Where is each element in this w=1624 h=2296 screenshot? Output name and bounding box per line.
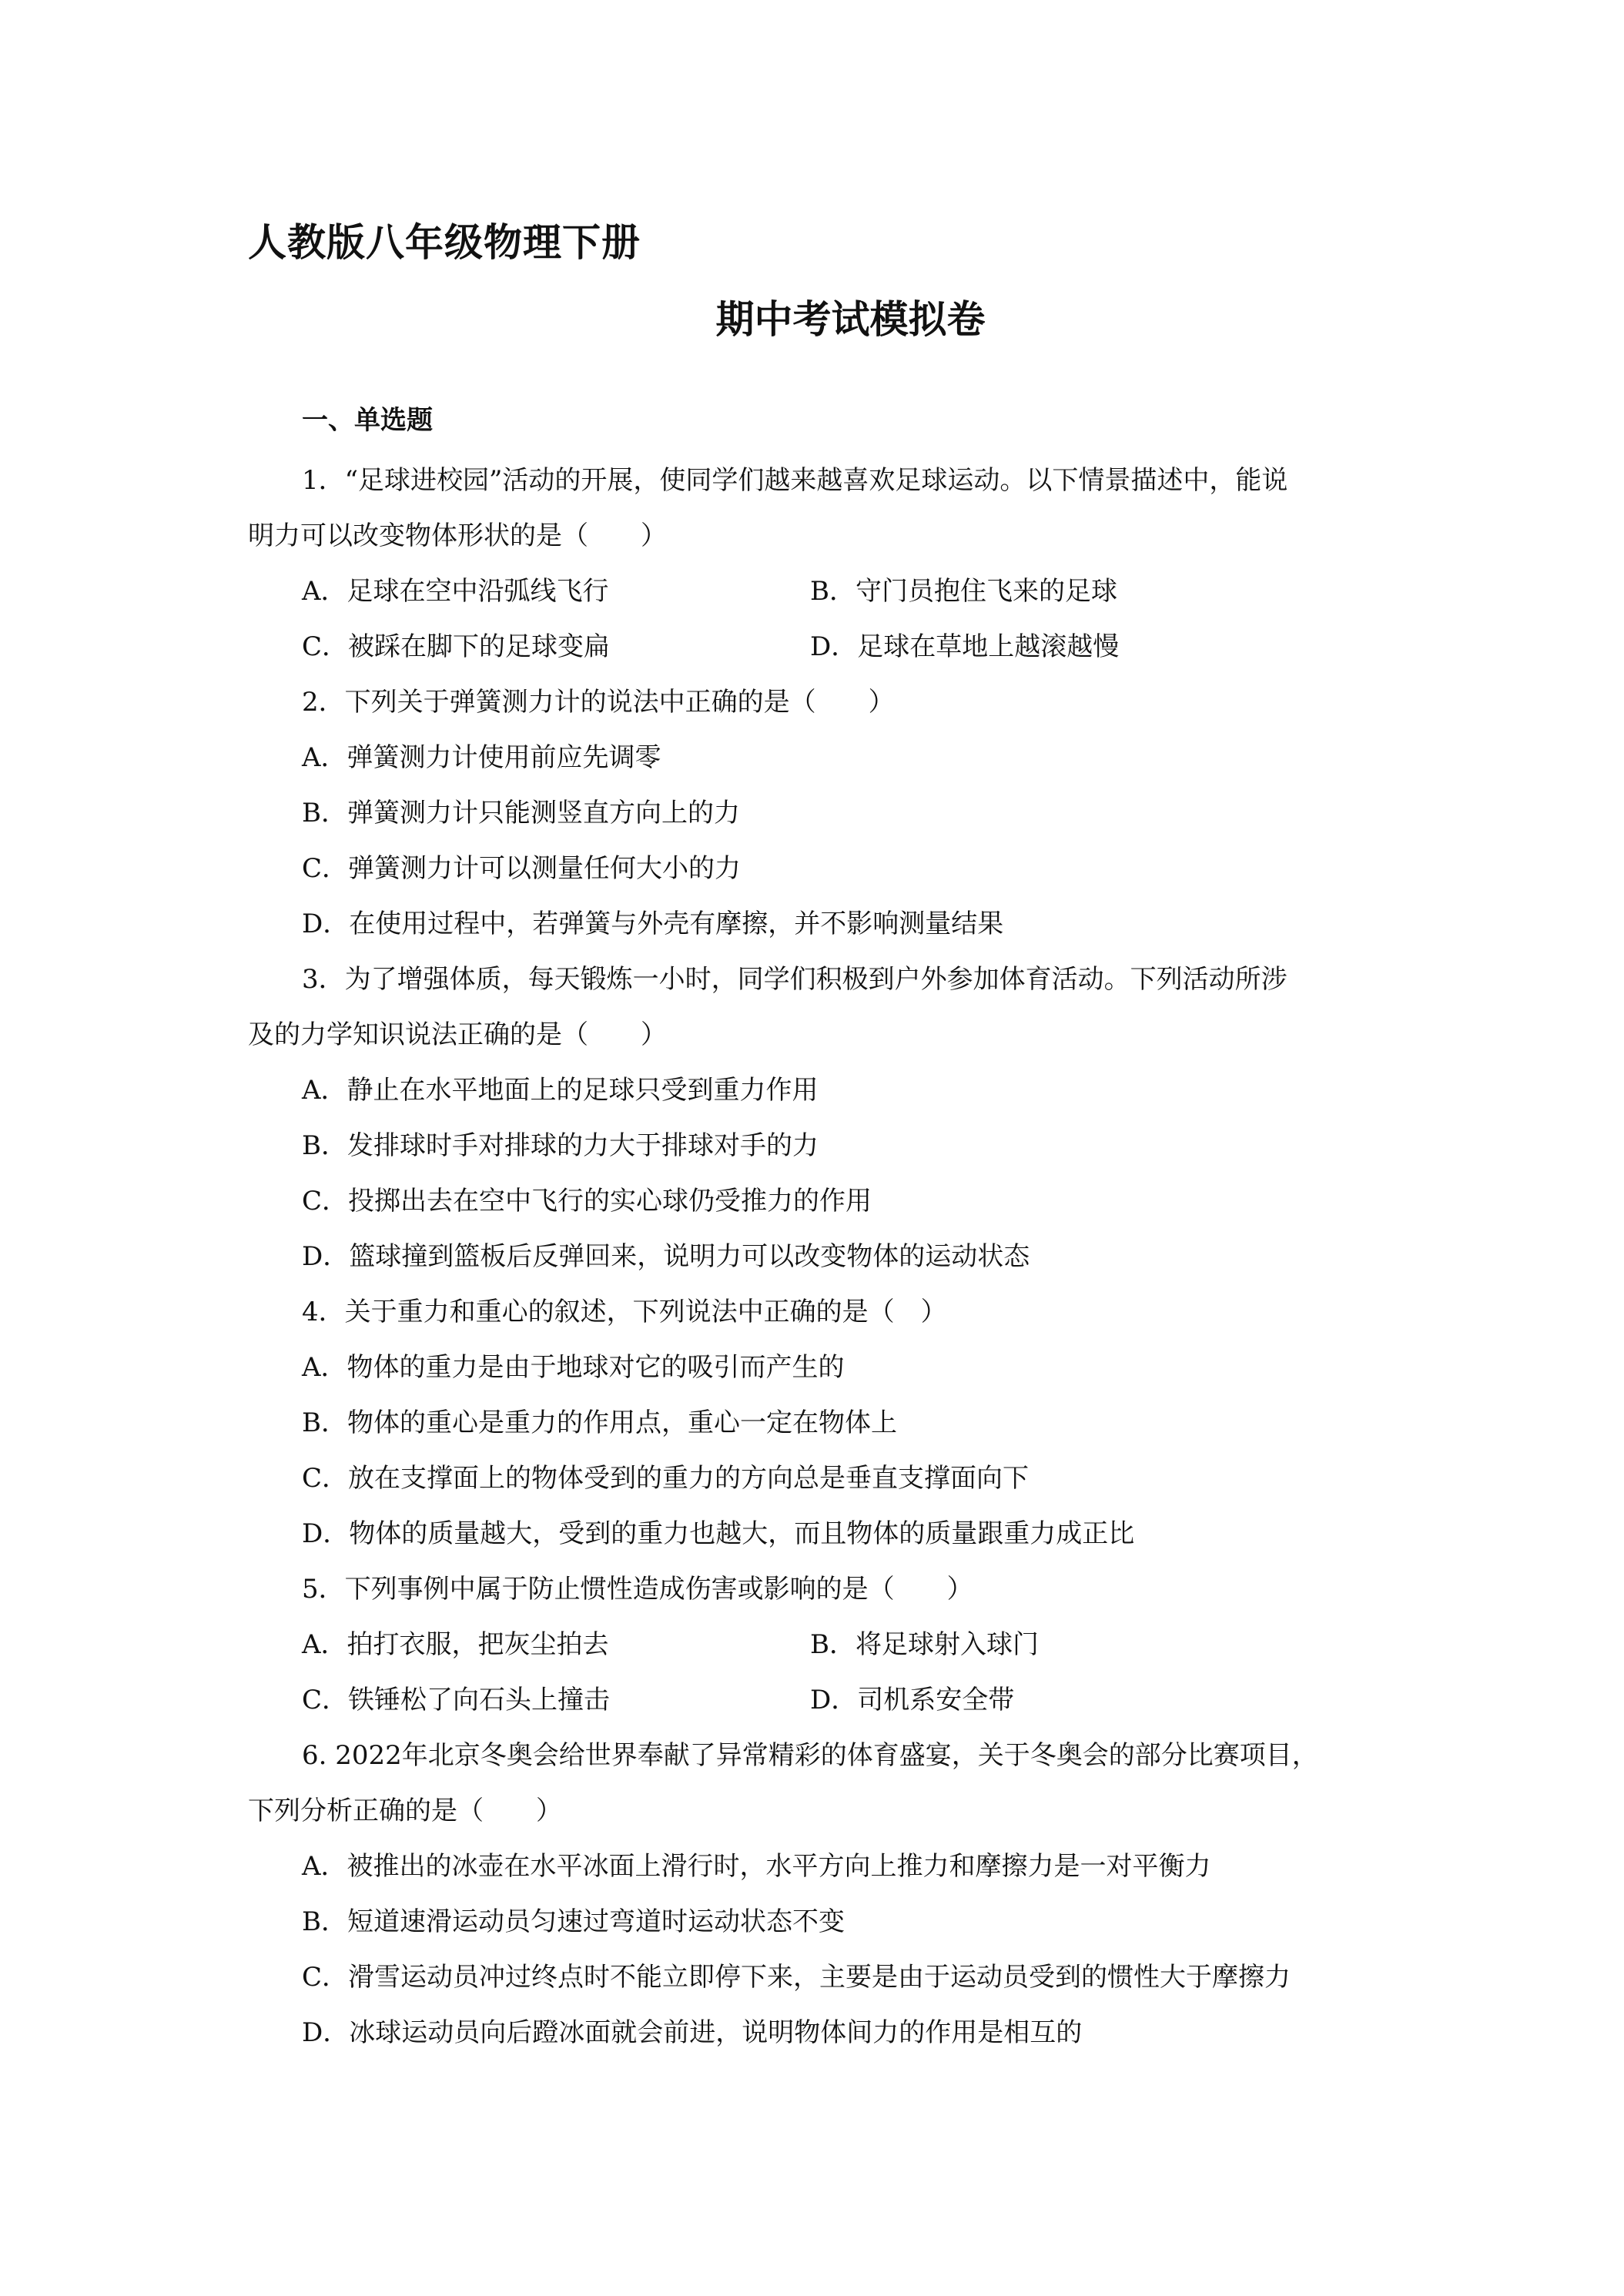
question-6-option-a: A．被推出的冰壶在水平冰面上滑行时，水平方向上推力和摩擦力是一对平衡力 [302, 1851, 1211, 1882]
question-4-option-b: B．物体的重心是重力的作用点，重心一定在物体上 [302, 1407, 897, 1438]
question-4-option-c: C．放在支撑面上的物体受到的重力的方向总是垂直支撑面向下 [302, 1463, 1030, 1494]
question-1-stem-line-1: 1．“足球进校园”活动的开展，使同学们越来越喜欢足球运动。以下情景描述中，能说 [302, 465, 1288, 496]
question-6-stem-line-2: 下列分析正确的是（ ） [248, 1796, 562, 1826]
question-2-option-b: B．弹簧测力计只能测竖直方向上的力 [302, 798, 740, 828]
question-1-options-row-2 [248, 619, 1380, 674]
question-1-options-row-1 [248, 564, 1380, 619]
question-3-option-a: A．静止在水平地面上的足球只受到重力作用 [302, 1075, 819, 1106]
question-2-stem: 2．下列关于弹簧测力计的说法中正确的是（ ） [302, 687, 895, 718]
question-3-option-c: C．投掷出去在空中飞行的实心球仍受推力的作用 [302, 1186, 872, 1217]
question-6-option-c: C．滑雪运动员冲过终点时不能立即停下来，主要是由于运动员受到的惯性大于摩擦力 [302, 1962, 1291, 1993]
question-5-option-a: A．拍打衣服，把灰尘拍去 [302, 1629, 609, 1660]
question-6-option-b: B．短道速滑运动员匀速过弯道时运动状态不变 [302, 1906, 845, 1937]
document-title: 人教版八年级物理下册 [248, 220, 641, 265]
question-1-stem-line-2: 明力可以改变物体形状的是（ ） [248, 520, 667, 551]
question-5-option-c: C．铁锤松了向石头上撞击 [302, 1685, 611, 1715]
question-1-option-b: B．守门员抱住飞来的足球 [810, 576, 1117, 607]
question-6-stem-line-1: 6. 2022年北京冬奥会给世界奉献了异常精彩的体育盛宴，关于冬奥会的部分比赛项目， [302, 1740, 1318, 1771]
question-3-option-d: D．篮球撞到篮板后反弹回来，说明力可以改变物体的运动状态 [302, 1241, 1030, 1272]
question-list [248, 453, 1380, 2060]
section-heading: 一、单选题 [302, 405, 433, 436]
question-4-option-d: D．物体的质量越大，受到的重力也越大，而且物体的质量跟重力成正比 [302, 1518, 1135, 1549]
question-6-option-d: D．冰球运动员向后蹬冰面就会前进，说明物体间力的作用是相互的 [302, 2017, 1083, 2048]
question-3-option-b: B．发排球时手对排球的力大于排球对手的力 [302, 1130, 819, 1161]
question-3-stem-line-2: 及的力学知识说法正确的是（ ） [248, 1019, 667, 1050]
question-2-option-c: C．弹簧测力计可以测量任何大小的力 [302, 853, 742, 884]
question-5-option-d: D．司机系安全带 [810, 1685, 1015, 1715]
question-1-option-c: C．被踩在脚下的足球变扁 [302, 631, 611, 662]
question-1-option-a: A．足球在空中沿弧线飞行 [302, 576, 609, 607]
question-3-stem-line-1: 3．为了增强体质，每天锻炼一小时，同学们积极到户外参加体育活动。下列活动所涉 [302, 964, 1287, 995]
question-2-option-a: A．弹簧测力计使用前应先调零 [302, 742, 661, 773]
question-5-option-b: B．将足球射入球门 [810, 1629, 1039, 1660]
question-5-stem: 5．下列事例中属于防止惯性造成伤害或影响的是（ ） [302, 1574, 973, 1605]
question-2-option-d: D．在使用过程中，若弹簧与外壳有摩擦，并不影响测量结果 [302, 909, 1004, 939]
question-5-options-row-2 [248, 1672, 1380, 1728]
question-5-options-row-1 [248, 1617, 1380, 1672]
question-4-stem: 4．关于重力和重心的叙述，下列说法中正确的是（ ） [302, 1297, 947, 1327]
question-4-option-a: A．物体的重力是由于地球对它的吸引而产生的 [302, 1352, 845, 1383]
question-1-option-d: D．足球在草地上越滚越慢 [810, 631, 1120, 662]
document-subtitle: 期中考试模拟卷 [715, 297, 986, 342]
